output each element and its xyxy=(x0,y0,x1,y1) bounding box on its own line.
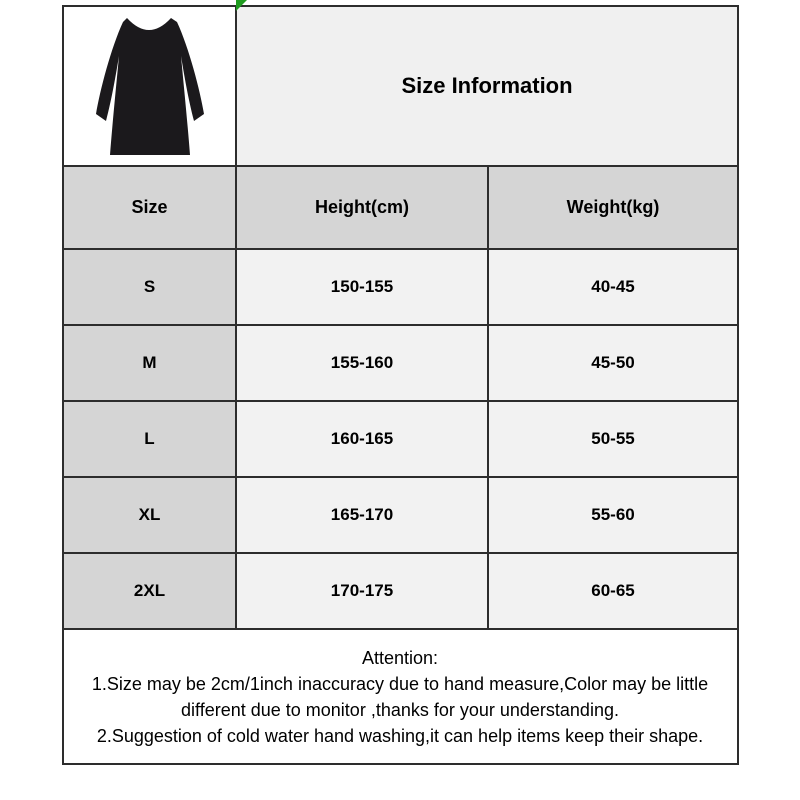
black-dress-icon xyxy=(74,10,224,162)
height-value: 165-170 xyxy=(236,477,488,553)
page-title: Size Information xyxy=(236,6,738,166)
attention-label: Attention: xyxy=(361,647,439,668)
size-table xyxy=(62,5,739,765)
weight-value: 55-60 xyxy=(488,477,738,553)
table-header-row xyxy=(63,166,738,249)
attention-notes xyxy=(63,629,738,764)
column-header-weight: Weight(kg) xyxy=(488,166,738,249)
size-label: L xyxy=(63,401,236,477)
table-row-m xyxy=(63,325,738,401)
column-header-size: Size xyxy=(63,166,236,249)
size-label: XL xyxy=(63,477,236,553)
size-label: S xyxy=(63,249,236,325)
weight-value: 45-50 xyxy=(488,325,738,401)
height-value: 170-175 xyxy=(236,553,488,629)
table-row-2xl xyxy=(63,553,738,629)
height-value: 155-160 xyxy=(236,325,488,401)
size-label: M xyxy=(63,325,236,401)
table-row-l xyxy=(63,401,738,477)
size-label: 2XL xyxy=(63,553,236,629)
weight-value: 60-65 xyxy=(488,553,738,629)
product-image-cell xyxy=(63,6,236,166)
cell-corner-marker-icon xyxy=(236,0,247,11)
table-row-s xyxy=(63,249,738,325)
height-value: 160-165 xyxy=(236,401,488,477)
height-value: 150-155 xyxy=(236,249,488,325)
attention-note-2: 2.Suggestion of cold water hand washing,it can help items keep their shape. xyxy=(96,725,704,746)
table-row-xl xyxy=(63,477,738,553)
column-header-height: Height(cm) xyxy=(236,166,488,249)
attention-note-1: 1.Size may be 2cm/1inch inaccuracy due to hand measure,Color may be little different due to monitor ,thanks for your understanding. xyxy=(91,673,709,720)
weight-value: 40-45 xyxy=(488,249,738,325)
dress-image xyxy=(64,8,233,164)
attention-row xyxy=(63,629,738,764)
weight-value: 50-55 xyxy=(488,401,738,477)
top-band xyxy=(63,6,738,166)
